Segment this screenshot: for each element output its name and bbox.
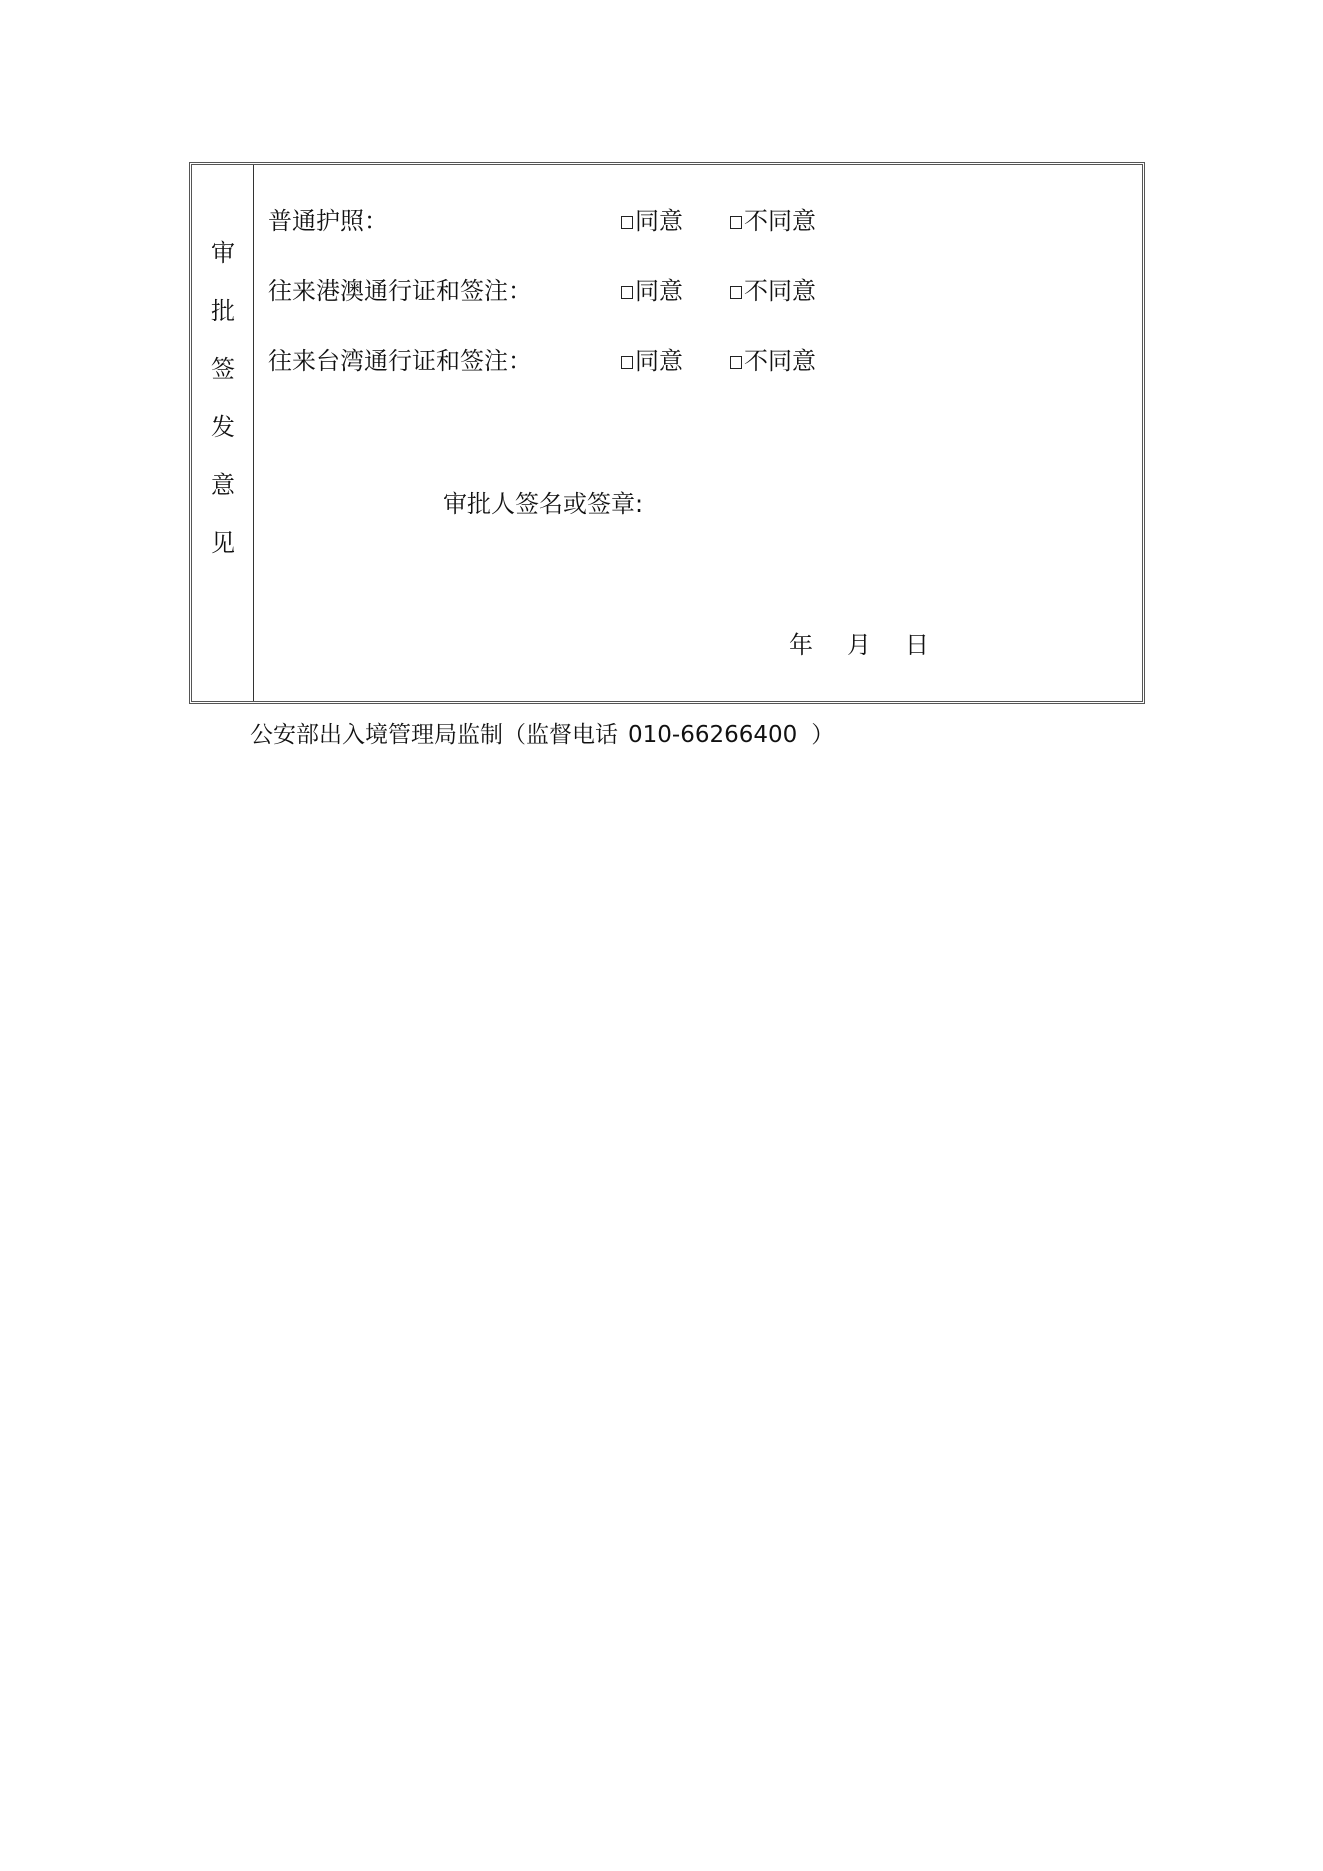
header-char: 审 [211,239,235,267]
checkbox-icon[interactable] [730,216,742,229]
row-label-hk-macau: 往来港澳通行证和签注： [268,277,532,305]
checkbox-icon[interactable] [730,286,742,299]
approval-form-table [189,162,1145,704]
taiwan-agree-option[interactable] [621,346,683,376]
checkbox-icon[interactable] [621,356,633,369]
date-year: 年 [789,631,813,659]
approval-header-column [192,165,254,701]
footer-note [250,720,834,750]
checkbox-icon[interactable] [621,216,633,229]
passport-agree-option[interactable] [621,206,683,236]
passport-disagree-option[interactable] [730,206,816,236]
footer-text: 公安部出入境管理局监制（监督电话 [250,722,618,748]
footer-close: ） [811,722,835,748]
agree-label: 同意 [635,207,683,235]
agree-label: 同意 [635,277,683,305]
checkbox-icon[interactable] [730,356,742,369]
hk-macau-agree-option[interactable] [621,276,683,306]
header-char: 意 [211,471,235,499]
row-label-passport: 普通护照： [268,207,388,235]
disagree-label: 不同意 [744,347,816,375]
header-char: 见 [211,529,235,557]
supervision-phone: 010-66266400 [628,722,798,748]
header-char: 发 [211,413,235,441]
date-month: 月 [847,631,871,659]
row-label-taiwan: 往来台湾通行证和签注： [268,347,532,375]
agree-label: 同意 [635,347,683,375]
taiwan-disagree-option[interactable] [730,346,816,376]
signature-label: 审批人签名或签章: [443,490,644,518]
disagree-label: 不同意 [744,207,816,235]
header-char: 批 [211,297,235,325]
checkbox-icon[interactable] [621,286,633,299]
header-char: 签 [211,355,235,383]
hk-macau-disagree-option[interactable] [730,276,816,306]
date-day: 日 [905,631,929,659]
disagree-label: 不同意 [744,277,816,305]
